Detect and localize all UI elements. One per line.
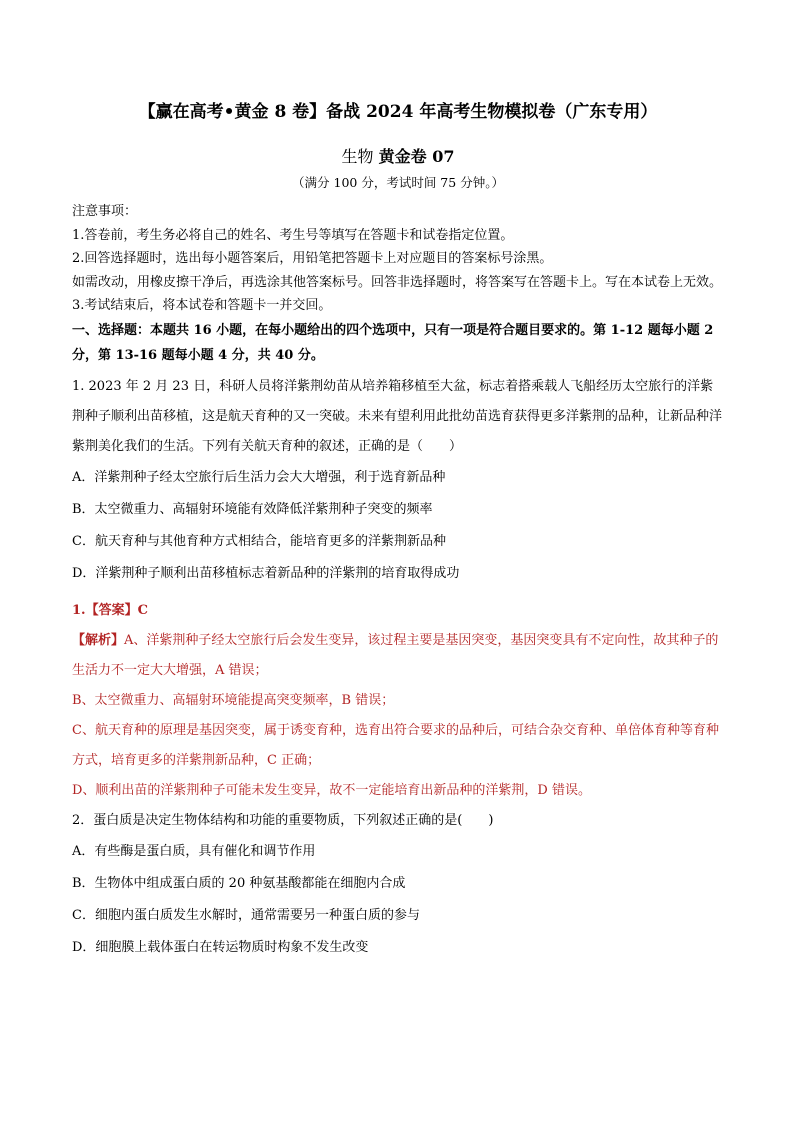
option-c: C．细胞内蛋白质发生水解时，通常需要另一种蛋白质的参与 [72, 907, 420, 923]
notice-item: 如需改动，用橡皮擦干净后，再选涂其他答案标号。回答非选择题时，将答案写在答题卡上。写在本试卷上无效。 [72, 274, 723, 290]
paper-label: 黄金卷 07 [378, 147, 455, 166]
analysis-line: C、航天育种的原理是基因突变，属于诱变育种，选育出符合要求的品种后，可结合杂交育种、单倍体育种等育种方式，培育更多的洋紫荆新品种，C 正确； [72, 722, 719, 768]
option-a: A．洋紫荆种子经太空旅行后生活力会大大增强，利于选育新品种 [72, 469, 446, 485]
option-d: D．洋紫荆种子顺利出苗移植标志着新品种的洋紫荆的培育取得成功 [72, 565, 460, 581]
analysis-line: D、顺利出苗的洋紫荆种子可能未发生变异，故不一定能培育出新品种的洋紫荆，D 错误。 [72, 782, 591, 798]
analysis-line: B、太空微重力、高辐射环境能提高突变频率，B 错误； [72, 692, 395, 708]
notice-block [72, 200, 724, 318]
option-a: A．有些酶是蛋白质，具有催化和调节作用 [72, 843, 316, 859]
analysis-label: 【解析】 [72, 632, 125, 648]
exam-meta: （满分 100 分，考试时间 75 分钟。） [292, 175, 504, 190]
exam-subtitle [72, 146, 724, 168]
question-2 [72, 806, 724, 964]
analysis-line [72, 626, 724, 686]
option-b: B．生物体中组成蛋白质的 20 种氨基酸都能在细胞内合成 [72, 875, 406, 891]
notice-item: 1.答卷前，考生务必将自己的姓名、考生号等填写在答题卡和试卷指定位置。 [72, 227, 514, 243]
analysis-text: A、洋紫荆种子经太空旅行后会发生变异，该过程主要是基因突变，基因突变具有不定向性，故其种子的生活力不一定大大增强，A 错误； [72, 632, 719, 678]
exam-title: 【赢在高考•黄金 8 卷】备战 2024 年高考生物模拟卷（广东专用） [138, 102, 658, 122]
answer-label: 1.【答案】C [72, 602, 148, 618]
notice-heading: 注意事项： [72, 204, 138, 219]
option-b: B．太空微重力、高辐射环境能有效降低洋紫荆种子突变的频率 [72, 501, 433, 517]
section-heading: 一、选择题：本题共 16 小题，在每小题给出的四个选项中，只有一项是符合题目要求的。第 1-12 题每小题 2 分，第 13-16 题每小题 4 分，共 40 分。 [72, 322, 714, 363]
subject-label: 生物 [341, 147, 374, 166]
option-d: D．细胞膜上载体蛋白在转运物质时构象不发生改变 [72, 939, 369, 955]
option-c: C．航天育种与其他育种方式相结合，能培育更多的洋紫荆新品种 [72, 533, 446, 549]
question-stem: 2．蛋白质是决定生物体结构和功能的重要物质，下列叙述正确的是( ) [72, 812, 494, 828]
notice-item: 3.考试结束后，将本试卷和答题卡一并交回。 [72, 298, 332, 313]
question-1 [72, 372, 724, 806]
notice-item: 2.回答选择题时，选出每小题答案后，用铅笔把答题卡上对应题目的答案标号涂黑。 [72, 251, 553, 266]
question-stem: 1. 2023 年 2 月 23 日，科研人员将洋紫荆幼苗从培养箱移植至大盆，标志着搭乘载人飞船经历太空旅行的洋紫荆种子顺利出苗移植，这是航天育种的又一突破。未来有望利用此批幼苗选育获得更多洋紫荆的品种，让新品种洋紫荆美化我们的生活。下列有关航天育种的叙述，正确的是（ ） [72, 378, 723, 454]
